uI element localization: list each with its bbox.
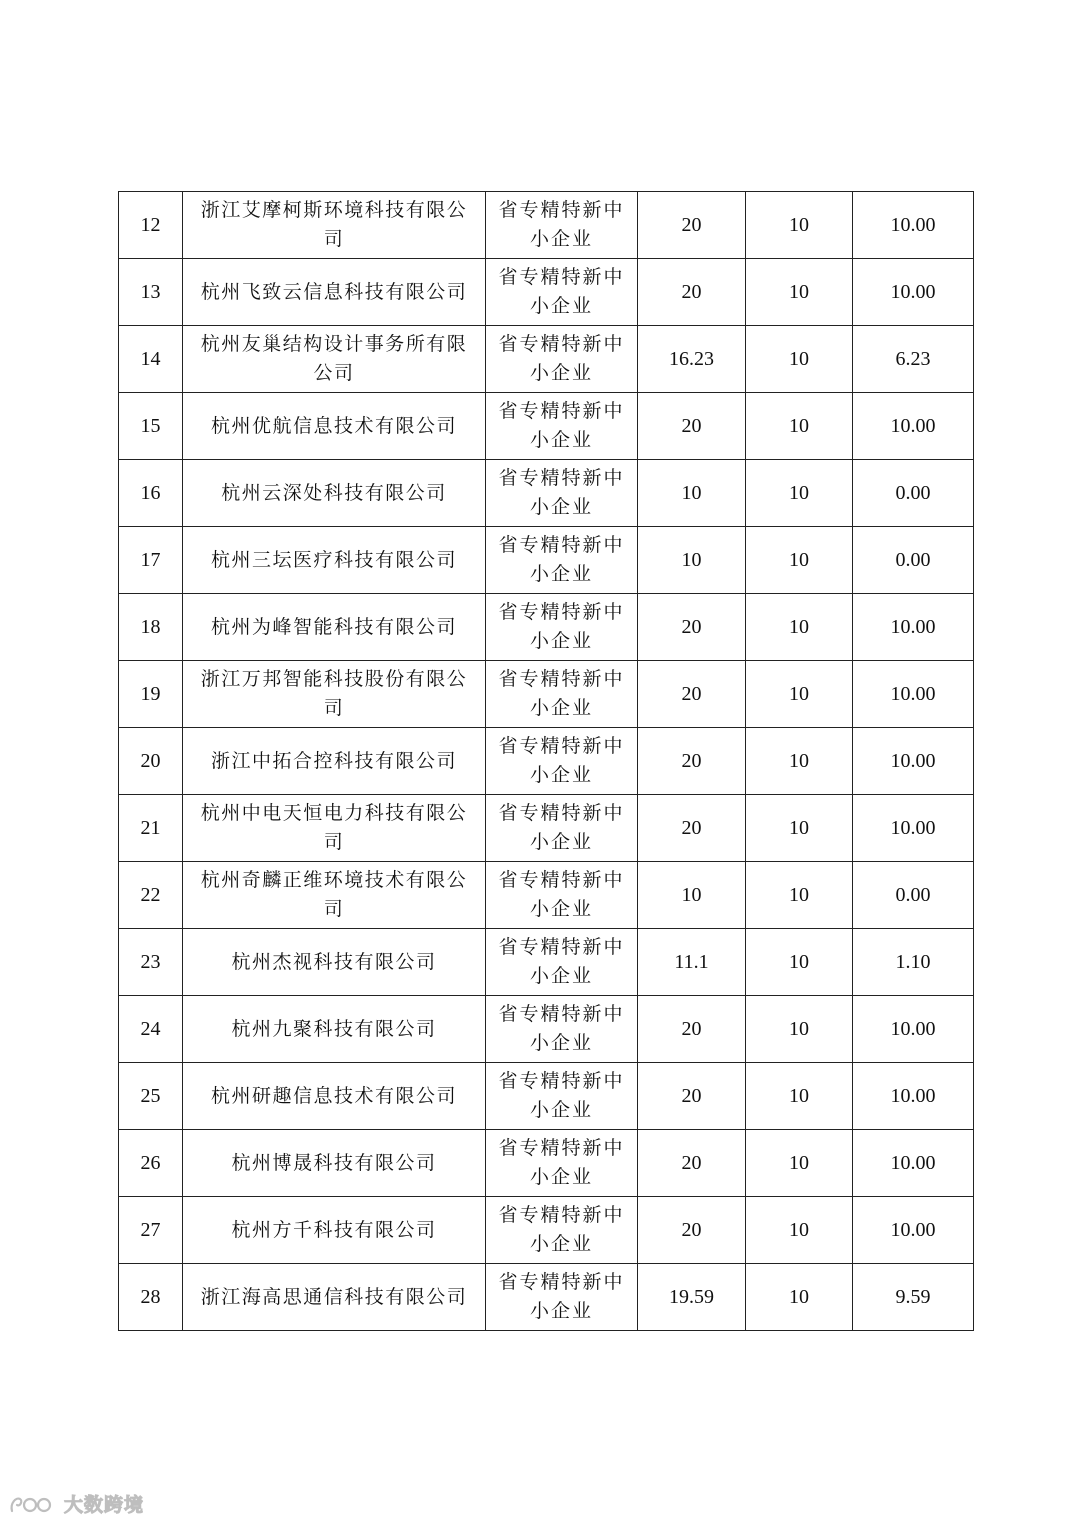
category-text: 省专精特新中小企业 bbox=[498, 199, 625, 250]
value-c-cell: 1.10 bbox=[853, 929, 974, 996]
row-number-cell: 24 bbox=[119, 996, 183, 1063]
row-number-cell: 18 bbox=[119, 594, 183, 661]
category-cell bbox=[486, 996, 638, 1063]
value-a-cell: 20 bbox=[638, 728, 746, 795]
table-row bbox=[119, 862, 974, 929]
row-number-cell: 27 bbox=[119, 1197, 183, 1264]
value-c-cell: 10.00 bbox=[853, 1197, 974, 1264]
value-b-cell: 10 bbox=[746, 259, 853, 326]
category-cell bbox=[486, 326, 638, 393]
company-name-cell: 浙江海高思通信科技有限公司 bbox=[183, 1264, 486, 1331]
row-number-cell: 15 bbox=[119, 393, 183, 460]
company-name-cell: 杭州方千科技有限公司 bbox=[183, 1197, 486, 1264]
company-name-cell: 杭州九聚科技有限公司 bbox=[183, 996, 486, 1063]
category-text: 省专精特新中小企业 bbox=[498, 735, 625, 786]
category-text: 省专精特新中小企业 bbox=[498, 668, 625, 719]
row-number-cell: 16 bbox=[119, 460, 183, 527]
category-cell bbox=[486, 1197, 638, 1264]
value-c-cell: 10.00 bbox=[853, 393, 974, 460]
value-c-cell: 0.00 bbox=[853, 862, 974, 929]
table-row bbox=[119, 661, 974, 728]
category-cell bbox=[486, 929, 638, 996]
company-name-cell: 杭州中电天恒电力科技有限公司 bbox=[183, 795, 486, 862]
category-cell bbox=[486, 1264, 638, 1331]
company-name-cell: 杭州云深处科技有限公司 bbox=[183, 460, 486, 527]
value-a-cell: 20 bbox=[638, 259, 746, 326]
category-text: 省专精特新中小企业 bbox=[498, 936, 625, 987]
category-cell bbox=[486, 393, 638, 460]
row-number-cell: 26 bbox=[119, 1130, 183, 1197]
value-b-cell: 10 bbox=[746, 996, 853, 1063]
category-cell bbox=[486, 192, 638, 259]
row-number-cell: 21 bbox=[119, 795, 183, 862]
value-c-cell: 10.00 bbox=[853, 996, 974, 1063]
table-row bbox=[119, 393, 974, 460]
company-name-cell: 杭州为峰智能科技有限公司 bbox=[183, 594, 486, 661]
value-a-cell: 11.1 bbox=[638, 929, 746, 996]
category-text: 省专精特新中小企业 bbox=[498, 1271, 625, 1322]
value-a-cell: 20 bbox=[638, 1063, 746, 1130]
value-a-cell: 20 bbox=[638, 594, 746, 661]
company-name-cell: 杭州奇麟正维环境技术有限公司 bbox=[183, 862, 486, 929]
value-b-cell: 10 bbox=[746, 661, 853, 728]
table-row bbox=[119, 326, 974, 393]
value-b-cell: 10 bbox=[746, 1063, 853, 1130]
value-c-cell: 10.00 bbox=[853, 192, 974, 259]
watermark-text: 大数跨境 bbox=[64, 1494, 145, 1516]
category-text: 省专精特新中小企业 bbox=[498, 802, 625, 853]
table-row bbox=[119, 594, 974, 661]
value-b-cell: 10 bbox=[746, 862, 853, 929]
category-cell bbox=[486, 527, 638, 594]
watermark bbox=[8, 1490, 144, 1517]
category-text: 省专精特新中小企业 bbox=[498, 601, 625, 652]
value-c-cell: 10.00 bbox=[853, 795, 974, 862]
table-body bbox=[119, 192, 974, 1331]
value-a-cell: 19.59 bbox=[638, 1264, 746, 1331]
value-b-cell: 10 bbox=[746, 460, 853, 527]
row-number-cell: 14 bbox=[119, 326, 183, 393]
value-a-cell: 20 bbox=[638, 1130, 746, 1197]
brand-logo-icon bbox=[8, 1491, 58, 1517]
value-a-cell: 10 bbox=[638, 527, 746, 594]
company-name-cell: 杭州优航信息技术有限公司 bbox=[183, 393, 486, 460]
category-text: 省专精特新中小企业 bbox=[498, 1003, 625, 1054]
company-name-cell: 杭州博晟科技有限公司 bbox=[183, 1130, 486, 1197]
value-b-cell: 10 bbox=[746, 1264, 853, 1331]
value-a-cell: 20 bbox=[638, 996, 746, 1063]
table-row bbox=[119, 192, 974, 259]
value-c-cell: 10.00 bbox=[853, 594, 974, 661]
category-cell bbox=[486, 1063, 638, 1130]
company-name-cell: 杭州飞致云信息科技有限公司 bbox=[183, 259, 486, 326]
row-number-cell: 23 bbox=[119, 929, 183, 996]
value-a-cell: 10 bbox=[638, 460, 746, 527]
category-text: 省专精特新中小企业 bbox=[498, 534, 625, 585]
value-c-cell: 10.00 bbox=[853, 728, 974, 795]
table-row bbox=[119, 996, 974, 1063]
value-c-cell: 0.00 bbox=[853, 460, 974, 527]
category-cell bbox=[486, 661, 638, 728]
value-a-cell: 20 bbox=[638, 661, 746, 728]
value-c-cell: 9.59 bbox=[853, 1264, 974, 1331]
value-b-cell: 10 bbox=[746, 1130, 853, 1197]
value-a-cell: 20 bbox=[638, 192, 746, 259]
value-b-cell: 10 bbox=[746, 326, 853, 393]
row-number-cell: 13 bbox=[119, 259, 183, 326]
value-c-cell: 6.23 bbox=[853, 326, 974, 393]
company-name-cell: 杭州友巢结构设计事务所有限公司 bbox=[183, 326, 486, 393]
value-b-cell: 10 bbox=[746, 393, 853, 460]
category-cell bbox=[486, 594, 638, 661]
data-table bbox=[118, 191, 974, 1331]
row-number-cell: 19 bbox=[119, 661, 183, 728]
category-cell bbox=[486, 460, 638, 527]
value-c-cell: 10.00 bbox=[853, 661, 974, 728]
value-a-cell: 20 bbox=[638, 1197, 746, 1264]
table-row bbox=[119, 259, 974, 326]
row-number-cell: 22 bbox=[119, 862, 183, 929]
value-c-cell: 10.00 bbox=[853, 259, 974, 326]
category-text: 省专精特新中小企业 bbox=[498, 266, 625, 317]
value-a-cell: 10 bbox=[638, 862, 746, 929]
table-row bbox=[119, 1063, 974, 1130]
company-name-cell: 杭州杰视科技有限公司 bbox=[183, 929, 486, 996]
value-c-cell: 10.00 bbox=[853, 1063, 974, 1130]
company-name-cell: 浙江艾摩柯斯环境科技有限公司 bbox=[183, 192, 486, 259]
category-text: 省专精特新中小企业 bbox=[498, 400, 625, 451]
category-text: 省专精特新中小企业 bbox=[498, 1137, 625, 1188]
value-a-cell: 20 bbox=[638, 795, 746, 862]
row-number-cell: 25 bbox=[119, 1063, 183, 1130]
table-row bbox=[119, 1264, 974, 1331]
table-row bbox=[119, 728, 974, 795]
value-b-cell: 10 bbox=[746, 929, 853, 996]
category-cell bbox=[486, 728, 638, 795]
row-number-cell: 12 bbox=[119, 192, 183, 259]
category-cell bbox=[486, 795, 638, 862]
table-row bbox=[119, 1130, 974, 1197]
value-b-cell: 10 bbox=[746, 527, 853, 594]
category-text: 省专精特新中小企业 bbox=[498, 1070, 625, 1121]
value-b-cell: 10 bbox=[746, 795, 853, 862]
value-b-cell: 10 bbox=[746, 192, 853, 259]
category-text: 省专精特新中小企业 bbox=[498, 1204, 625, 1255]
value-a-cell: 20 bbox=[638, 393, 746, 460]
row-number-cell: 28 bbox=[119, 1264, 183, 1331]
category-text: 省专精特新中小企业 bbox=[498, 467, 625, 518]
value-c-cell: 10.00 bbox=[853, 1130, 974, 1197]
category-text: 省专精特新中小企业 bbox=[498, 333, 625, 384]
company-name-cell: 浙江万邦智能科技股份有限公司 bbox=[183, 661, 486, 728]
category-cell bbox=[486, 259, 638, 326]
table-row bbox=[119, 795, 974, 862]
table-row bbox=[119, 1197, 974, 1264]
category-cell bbox=[486, 1130, 638, 1197]
value-b-cell: 10 bbox=[746, 728, 853, 795]
category-cell bbox=[486, 862, 638, 929]
value-b-cell: 10 bbox=[746, 1197, 853, 1264]
company-name-cell: 杭州三坛医疗科技有限公司 bbox=[183, 527, 486, 594]
value-b-cell: 10 bbox=[746, 594, 853, 661]
table-row bbox=[119, 527, 974, 594]
company-name-cell: 杭州研趣信息技术有限公司 bbox=[183, 1063, 486, 1130]
company-name-cell: 浙江中拓合控科技有限公司 bbox=[183, 728, 486, 795]
value-c-cell: 0.00 bbox=[853, 527, 974, 594]
value-a-cell: 16.23 bbox=[638, 326, 746, 393]
table-row bbox=[119, 929, 974, 996]
category-text: 省专精特新中小企业 bbox=[498, 869, 625, 920]
table-row bbox=[119, 460, 974, 527]
row-number-cell: 20 bbox=[119, 728, 183, 795]
row-number-cell: 17 bbox=[119, 527, 183, 594]
